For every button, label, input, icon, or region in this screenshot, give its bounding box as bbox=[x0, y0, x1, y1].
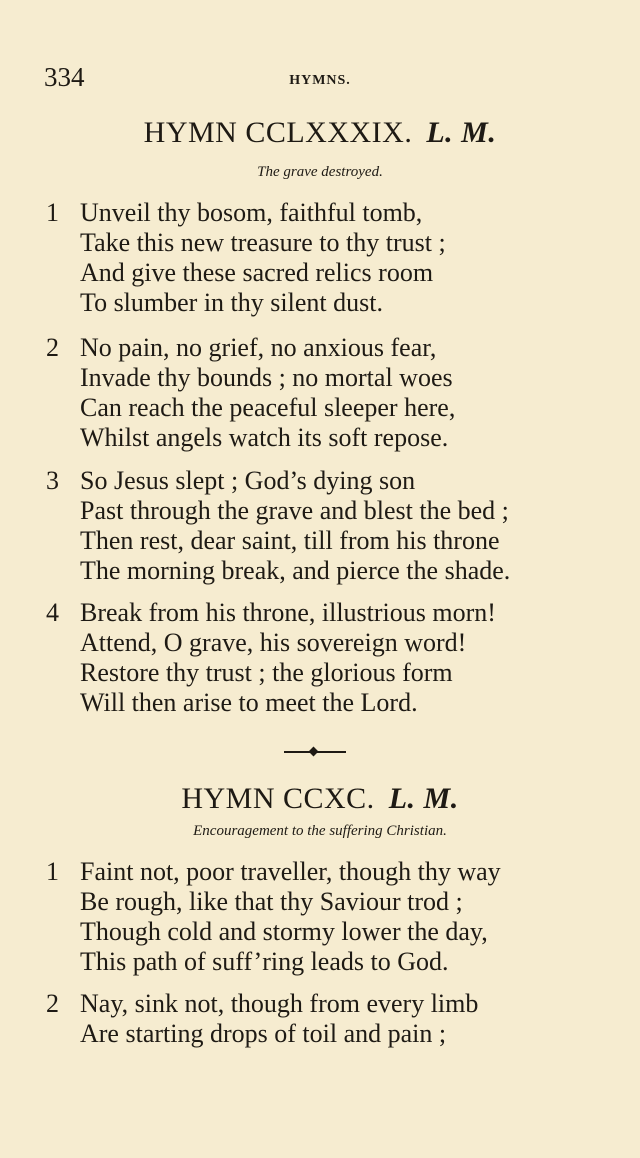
verse-line: Past through the grave and blest the bed ; bbox=[80, 496, 509, 525]
verse-line: Can reach the peaceful sleeper here, bbox=[80, 393, 456, 422]
verse-line: Faint not, poor traveller, though thy way bbox=[80, 857, 501, 886]
verse-line: No pain, no grief, no anxious fear, bbox=[80, 333, 437, 362]
stanza-number: 4 bbox=[46, 598, 59, 627]
stanza-number: 3 bbox=[46, 466, 59, 495]
verse-line: Though cold and stormy lower the day, bbox=[80, 917, 488, 946]
hymn-title bbox=[0, 116, 640, 150]
ornament-divider bbox=[284, 748, 346, 756]
stanza bbox=[46, 598, 606, 718]
verse-line: Be rough, like that thy Saviour trod ; bbox=[80, 887, 463, 916]
running-head bbox=[44, 62, 596, 94]
page-number: 334 bbox=[44, 62, 85, 92]
stanza-number: 1 bbox=[46, 198, 59, 227]
verse-line: And give these sacred relics room bbox=[80, 258, 434, 287]
stanza-number: 2 bbox=[46, 333, 59, 362]
verse-line: Unveil thy bosom, faithful tomb, bbox=[80, 198, 423, 227]
verse-line: Break from his throne, illustrious morn! bbox=[80, 598, 496, 627]
hymn-title bbox=[0, 782, 640, 816]
verse-line: To slumber in thy silent dust. bbox=[80, 288, 383, 317]
verse-line: Attend, O grave, his sovereign word! bbox=[80, 628, 467, 657]
verse-line: Nay, sink not, though from every limb bbox=[80, 989, 479, 1018]
verse-line: The morning break, and pierce the shade. bbox=[80, 556, 511, 585]
running-title: HYMNS. bbox=[289, 73, 351, 88]
verse-line: Then rest, dear saint, till from his throne bbox=[80, 526, 500, 555]
verse-line: This path of suff’ring leads to God. bbox=[80, 947, 449, 976]
diamond-ornament-icon bbox=[309, 747, 319, 757]
hymn-meter: L. M. bbox=[388, 782, 459, 815]
verse-line: Restore thy trust ; the glorious form bbox=[80, 658, 453, 687]
stanza-number: 1 bbox=[46, 857, 59, 886]
verse-line: Invade thy bounds ; no mortal woes bbox=[80, 363, 453, 392]
verse-line: So Jesus slept ; God’s dying son bbox=[80, 466, 416, 495]
stanza bbox=[46, 857, 606, 977]
verse-line: Will then arise to meet the Lord. bbox=[80, 688, 418, 717]
hymn-title-text: HYMN CCXC. bbox=[181, 782, 375, 815]
verse-line: Take this new treasure to thy trust ; bbox=[80, 228, 446, 257]
stanza bbox=[46, 466, 606, 586]
hymn-title-text: HYMN CCLXXXIX. bbox=[143, 116, 413, 149]
hymn-meter: L. M. bbox=[426, 116, 497, 149]
hymn-subtitle: Encouragement to the suffering Christian. bbox=[193, 823, 447, 839]
stanza bbox=[46, 198, 606, 318]
stanza bbox=[46, 989, 606, 1049]
verse-line: Whilst angels watch its soft repose. bbox=[80, 423, 449, 452]
stanza-number: 2 bbox=[46, 989, 59, 1018]
hymn-subtitle: The grave destroyed. bbox=[257, 164, 383, 180]
verse-line: Are starting drops of toil and pain ; bbox=[80, 1019, 447, 1048]
stanza bbox=[46, 333, 606, 453]
